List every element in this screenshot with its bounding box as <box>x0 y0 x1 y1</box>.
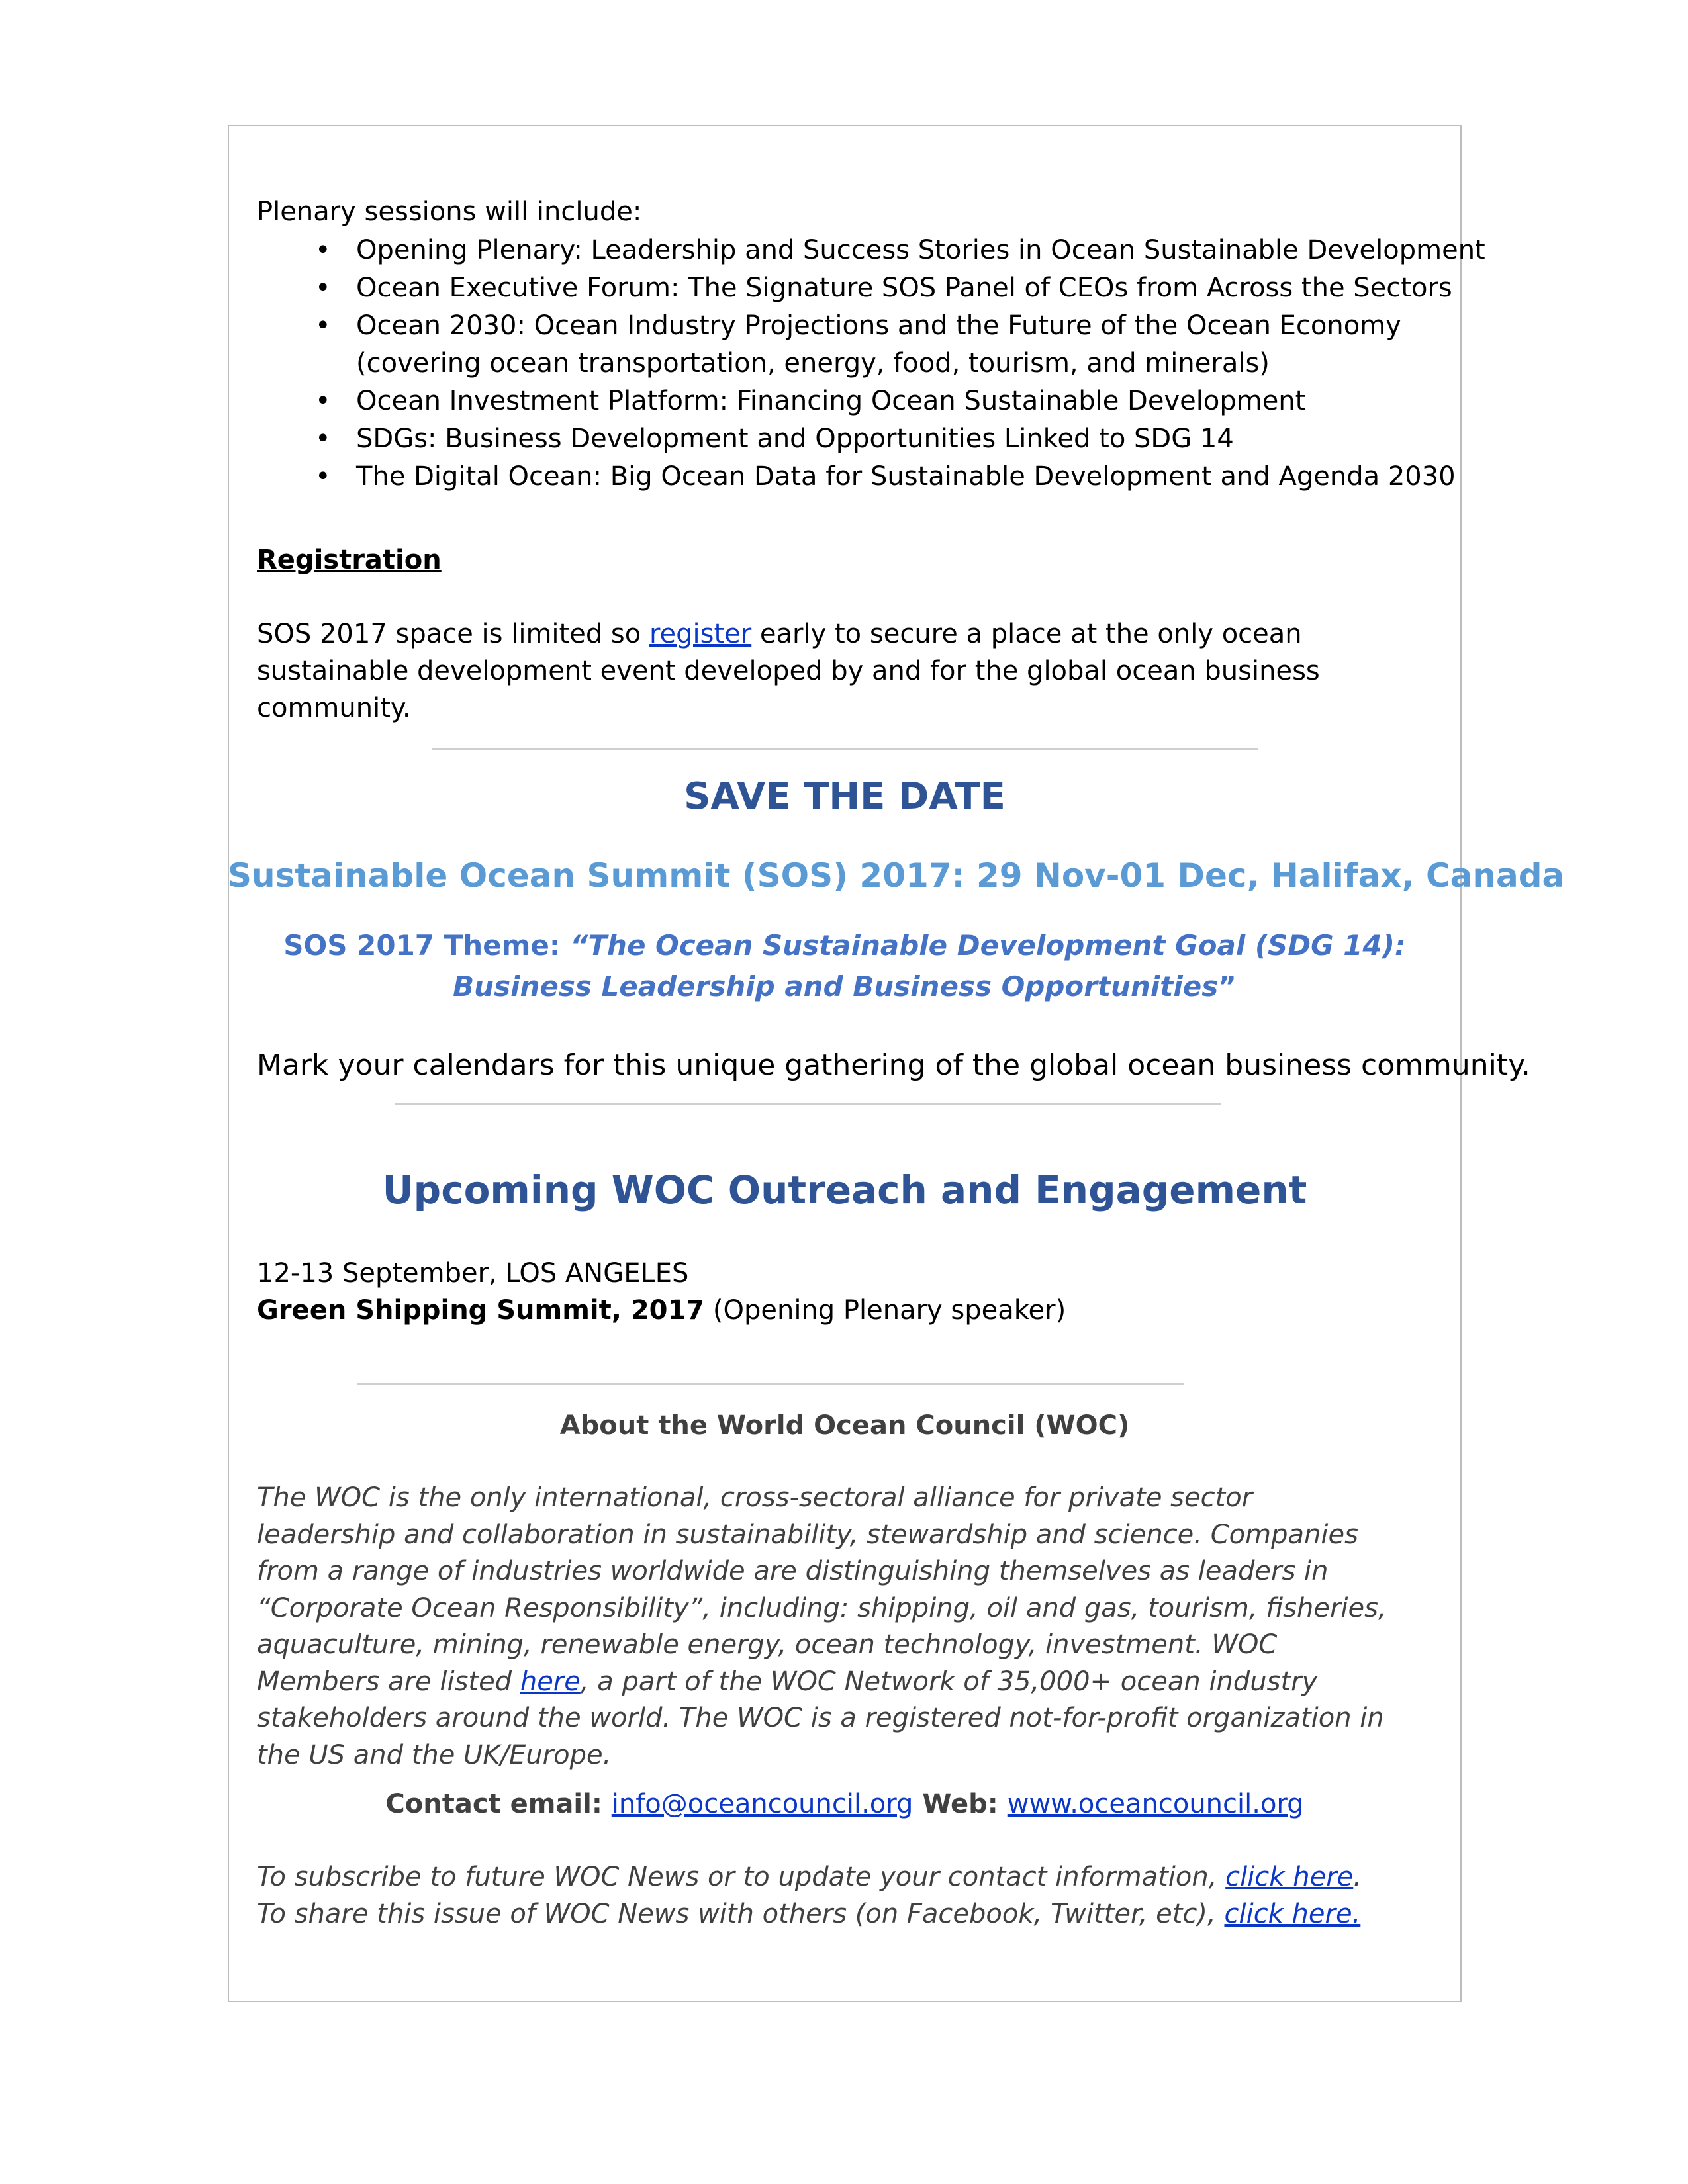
event-role: (Opening Plenary speaker) <box>704 1295 1066 1326</box>
list-item <box>257 232 1485 269</box>
subscribe-line <box>257 1858 1362 1895</box>
share-link[interactable]: click here. <box>1224 1899 1361 1929</box>
bullet: • <box>315 310 331 341</box>
register-link[interactable]: register <box>649 619 752 649</box>
bullet: • <box>315 235 331 265</box>
bullet: • <box>315 424 331 454</box>
list-item <box>257 307 1422 383</box>
members-here-link[interactable]: here <box>520 1666 581 1697</box>
registration-heading: Registration <box>257 545 442 575</box>
about-text <box>257 1480 1395 1774</box>
mark-calendars-text: Mark your calendars for this unique gathering of the global ocean business community. <box>257 1048 1530 1082</box>
section-divider <box>395 1103 1221 1105</box>
event-title: Green Shipping Summit, 2017 <box>257 1295 705 1326</box>
plenary-item-text: Ocean Investment Platform: Financing Ocean Sustainable Development <box>356 386 1306 416</box>
section-divider <box>432 748 1258 750</box>
contact-email-link[interactable]: info@oceancouncil.org <box>611 1789 914 1819</box>
theme-line-1: “The Ocean Sustainable Development Goal (SDG 14): <box>570 929 1406 962</box>
registration-text-after: early to secure a place at the only ocean sustainable development event developed by and for the global ocean business community. <box>257 619 1320 723</box>
event-date: 12-13 September, LOS ANGELES <box>257 1258 689 1289</box>
share-text: To share this issue of WOC News with others (on Facebook, Twitter, etc), <box>257 1899 1225 1929</box>
plenary-item-continuation: (covering ocean transportation, energy, food, tourism, and minerals) <box>356 348 1270 379</box>
plenary-intro: Plenary sessions will include: <box>257 197 642 227</box>
subscribe-text: To subscribe to future WOC News or to update your contact information, <box>257 1862 1226 1892</box>
list-item <box>257 458 1456 496</box>
upcoming-heading: Upcoming WOC Outreach and Engagement <box>382 1167 1307 1212</box>
registration-text <box>257 615 1422 727</box>
plenary-item-text: The Digital Ocean: Big Ocean Data for Sustainable Development and Agenda 2030 <box>356 461 1456 492</box>
subscribe-link[interactable]: click here <box>1225 1862 1354 1892</box>
plenary-item-text: Ocean 2030: Ocean Industry Projections and the Future of the Ocean Economy <box>356 310 1401 341</box>
about-text-after: , a part of the WOC Network of 35,000+ ocean industry stakeholders around the world. The WOC is a registered not-for-profit organization in the US and the UK/Europe. <box>257 1666 1384 1770</box>
summit-theme <box>228 925 1462 1007</box>
bullet: • <box>315 273 331 303</box>
theme-close-quote: ” <box>1218 970 1237 1003</box>
registration-text-before: SOS 2017 space is limited so <box>257 619 649 649</box>
bullet: • <box>315 461 331 492</box>
about-heading: About the World Ocean Council (WOC) <box>559 1410 1130 1441</box>
section-divider <box>357 1383 1184 1385</box>
bullet: • <box>315 386 331 416</box>
summit-title: Sustainable Ocean Summit (SOS) 2017: 29 Nov-01 Dec, Halifax, Canada <box>228 856 1565 895</box>
plenary-item-text: Opening Plenary: Leadership and Success Stories in Ocean Sustainable Development <box>356 235 1485 265</box>
theme-line-2: Business Leadership and Business Opportunities <box>453 970 1219 1003</box>
save-the-date-heading: SAVE THE DATE <box>684 775 1006 818</box>
plenary-item-text: SDGs: Business Development and Opportunities Linked to SDG 14 <box>356 424 1234 454</box>
list-item <box>257 269 1452 307</box>
contact-email-label: Contact email: <box>385 1789 612 1819</box>
plenary-item-text: Ocean Executive Forum: The Signature SOS Panel of CEOs from Across the Sectors <box>356 273 1452 303</box>
website-link[interactable]: www.oceancouncil.org <box>1007 1789 1304 1819</box>
list-item <box>257 420 1422 458</box>
share-line <box>257 1895 1360 1933</box>
event-name <box>257 1292 1066 1329</box>
contact-line <box>228 1786 1462 1823</box>
subscribe-period: . <box>1353 1862 1362 1892</box>
plenary-list <box>257 232 1485 496</box>
about-text-before: The WOC is the only international, cross-sectoral alliance for private sector leadership and collaboration in sustainability, stewardship and science. Companies from a range of industries worldwide are distinguishing themselves as leaders in “Corporate Ocean Responsibility”, including: shipping, oil and gas, tourism, fisheries, aquaculture, mining, renewable energy, ocean technology, investment. WOC Members are listed <box>257 1482 1387 1697</box>
web-label: Web: <box>913 1789 1008 1819</box>
theme-label: SOS 2017 Theme: <box>283 929 571 962</box>
list-item <box>257 383 1422 420</box>
